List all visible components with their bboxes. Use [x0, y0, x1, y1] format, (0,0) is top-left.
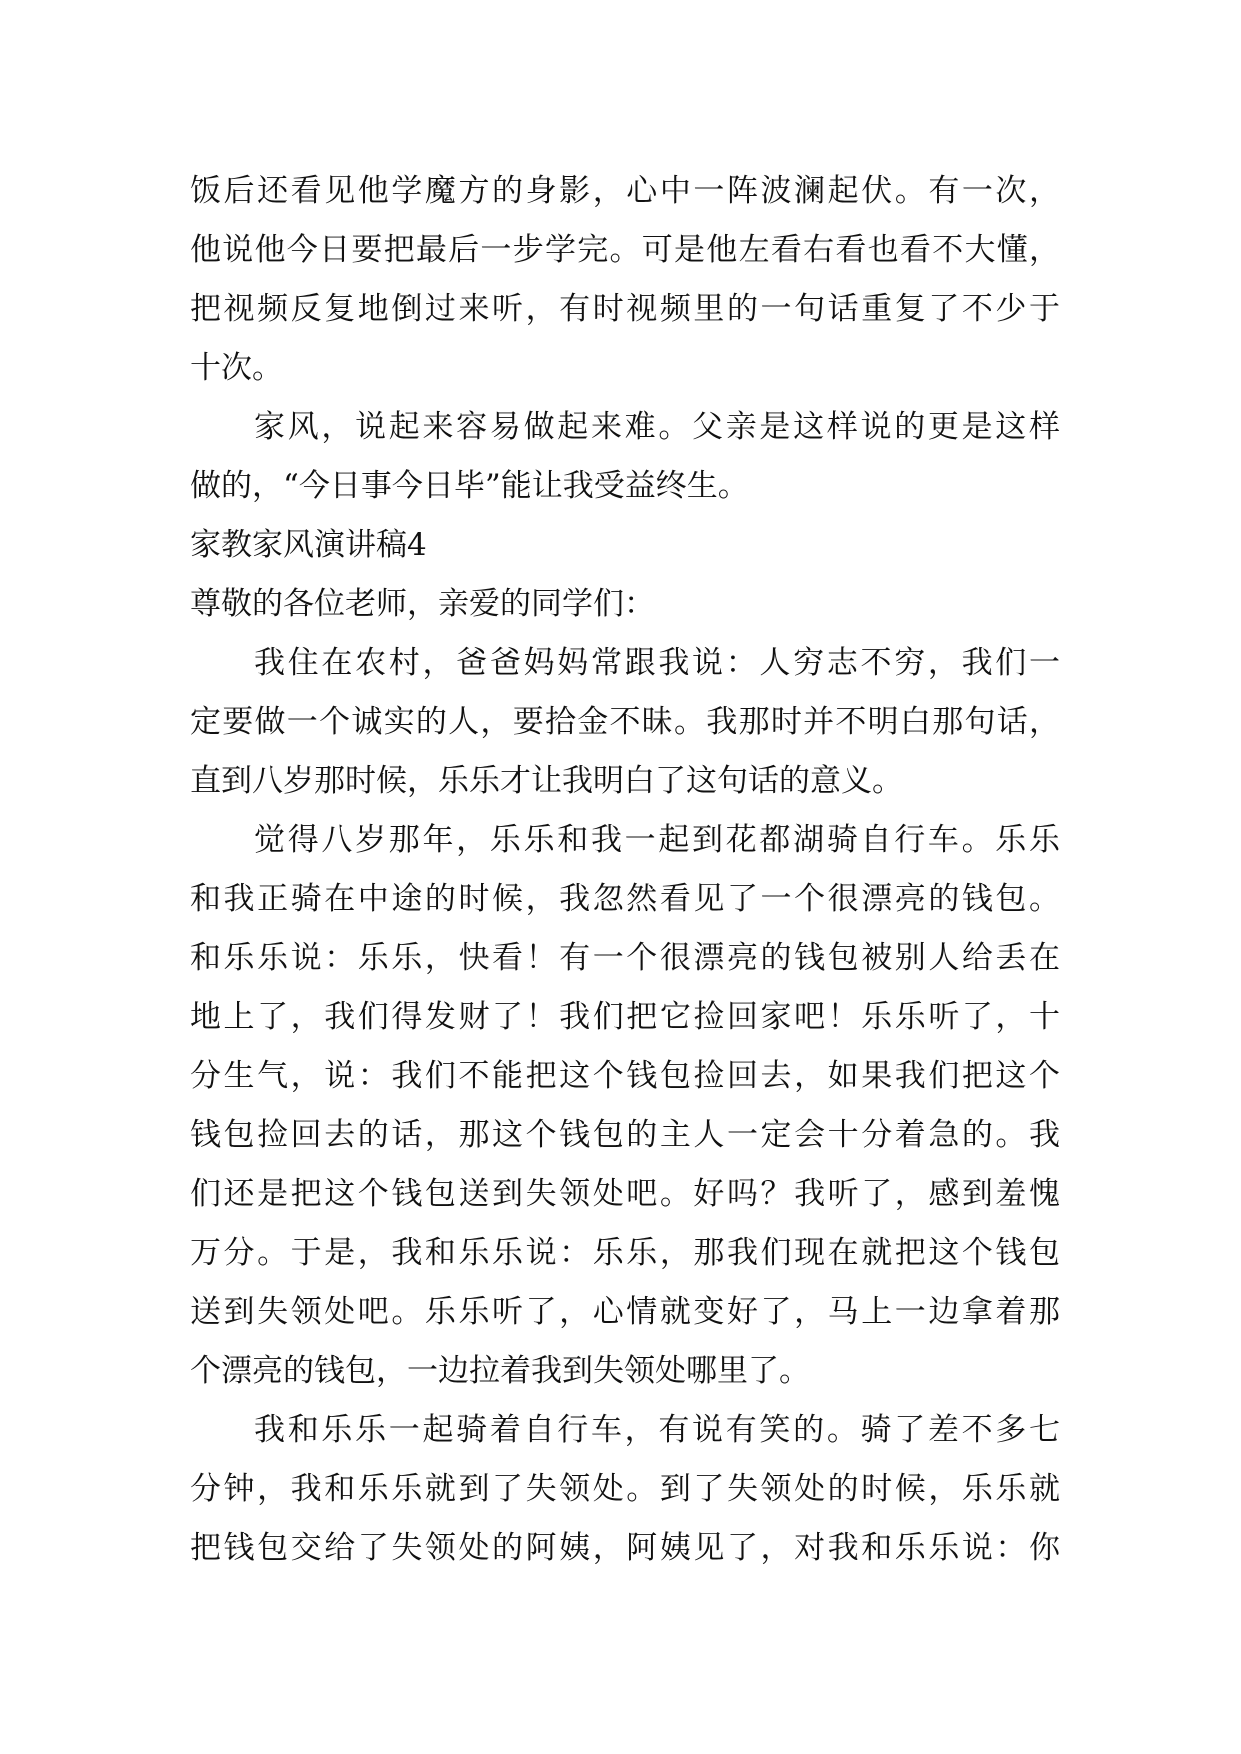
section-heading: 家教家风演讲稿4 [190, 527, 427, 563]
document-body [190, 162, 1060, 1578]
text-line: 个漂亮的钱包，一边拉着我到失领处哪里了。 [190, 1353, 810, 1389]
text-line: 直到八岁那时候，乐乐才让我明白了这句话的意义。 [190, 763, 903, 799]
text-line: 分生气，说：我们不能把这个钱包捡回去，如果我们把这个 [190, 1058, 1060, 1094]
paragraph-first-line: 我和乐乐一起骑着自行车，有说有笑的。骑了差不多七 [254, 1412, 1060, 1448]
text-line: 饭后还看见他学魔方的身影，心中一阵波澜起伏。有一次， [190, 173, 1060, 209]
paragraph-first-line: 觉得八岁那年，乐乐和我一起到花都湖骑自行车。乐乐 [254, 822, 1060, 858]
text-line: 把钱包交给了失领处的阿姨，阿姨见了，对我和乐乐说：你 [190, 1530, 1060, 1566]
text-line: 们还是把这个钱包送到失领处吧。好吗？我听了，感到羞愧 [190, 1176, 1060, 1212]
text-line: 钱包捡回去的话，那这个钱包的主人一定会十分着急的。我 [190, 1117, 1060, 1153]
text-line: 他说他今日要把最后一步学完。可是他左看右看也看不大懂， [190, 232, 1060, 268]
text-line: 定要做一个诚实的人，要拾金不昧。我那时并不明白那句话， [190, 704, 1060, 740]
text-line: 做的，“今日事今日毕”能让我受益终生。 [190, 468, 749, 504]
text-line: 万分。于是，我和乐乐说：乐乐，那我们现在就把这个钱包 [190, 1235, 1060, 1271]
text-line: 和乐乐说：乐乐，快看！有一个很漂亮的钱包被别人给丢在 [190, 940, 1060, 976]
text-line: 和我正骑在中途的时候，我忽然看见了一个很漂亮的钱包。 [190, 881, 1060, 917]
text-line: 送到失领处吧。乐乐听了，心情就变好了，马上一边拿着那 [190, 1294, 1060, 1330]
text-line: 分钟，我和乐乐就到了失领处。到了失领处的时候，乐乐就 [190, 1471, 1060, 1507]
paragraph-first-line: 家风，说起来容易做起来难。父亲是这样说的更是这样 [254, 409, 1060, 445]
text-line: 把视频反复地倒过来听，有时视频里的一句话重复了不少于 [190, 291, 1060, 327]
text-line: 地上了，我们得发财了！我们把它捡回家吧！乐乐听了，十 [190, 999, 1060, 1035]
paragraph-first-line: 我住在农村，爸爸妈妈常跟我说：人穷志不穷，我们一 [254, 645, 1060, 681]
text-line: 十次。 [190, 350, 283, 386]
salutation: 尊敬的各位老师，亲爱的同学们： [190, 586, 655, 622]
